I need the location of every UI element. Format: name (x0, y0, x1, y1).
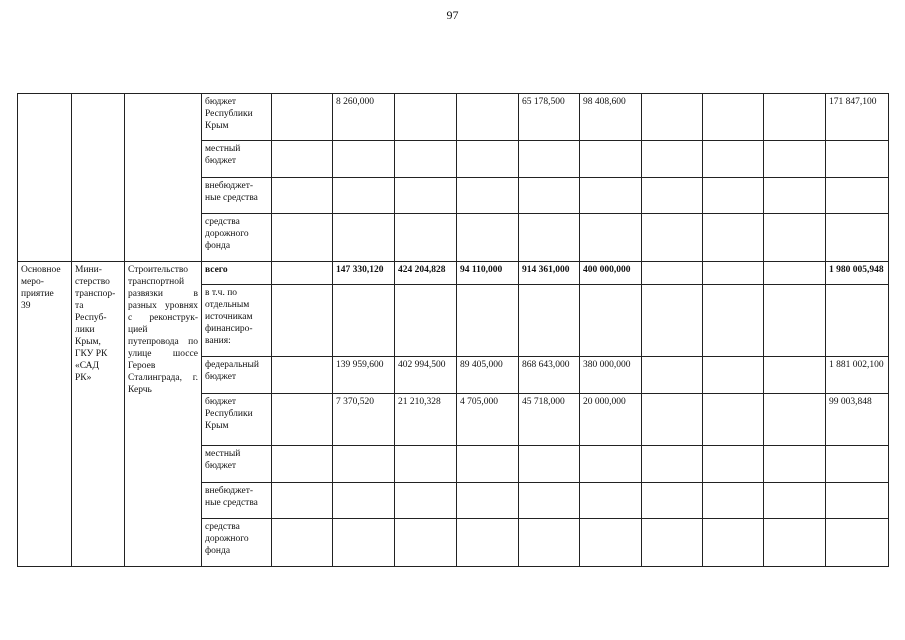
amount-cell (764, 357, 826, 394)
amount-cell (457, 519, 519, 567)
funding-source: средства дорожного фонда (202, 214, 272, 262)
amount-cell (333, 519, 395, 567)
amount-cell: 380 000,000 (580, 357, 642, 394)
amount-cell (703, 519, 764, 567)
amount-cell (826, 285, 889, 357)
amount-cell (333, 446, 395, 483)
amount-cell (395, 178, 457, 214)
amount-cell (642, 394, 703, 446)
amount-cell (395, 141, 457, 178)
amount-cell (457, 178, 519, 214)
funding-source: внебюджет- ные средства (202, 483, 272, 519)
amount-cell (703, 394, 764, 446)
amount-cell: 20 000,000 (580, 394, 642, 446)
amount-cell (519, 446, 580, 483)
amount-cell (395, 446, 457, 483)
amount-cell (395, 285, 457, 357)
amount-cell (642, 357, 703, 394)
funding-source: всего (202, 262, 272, 285)
amount-cell: 89 405,000 (457, 357, 519, 394)
amount-cell (642, 446, 703, 483)
amount-cell: 147 330,120 (333, 262, 395, 285)
amount-cell (580, 141, 642, 178)
amount-cell (642, 285, 703, 357)
amount-cell (395, 519, 457, 567)
amount-cell (457, 141, 519, 178)
table-row (18, 262, 889, 285)
amount-cell (580, 519, 642, 567)
amount-cell: 914 361,000 (519, 262, 580, 285)
amount-cell (457, 483, 519, 519)
amount-cell (519, 214, 580, 262)
amount-cell (457, 285, 519, 357)
amount-cell: 1 980 005,948 (826, 262, 889, 285)
amount-cell (519, 285, 580, 357)
amount-cell (580, 285, 642, 357)
amount-cell (519, 519, 580, 567)
amount-cell (826, 446, 889, 483)
amount-cell (703, 178, 764, 214)
amount-cell: 424 204,828 (395, 262, 457, 285)
amount-cell (764, 519, 826, 567)
amount-cell (333, 483, 395, 519)
amount-cell (580, 214, 642, 262)
amount-cell (826, 141, 889, 178)
amount-cell (764, 178, 826, 214)
amount-cell (764, 214, 826, 262)
amount-cell: 4 705,000 (457, 394, 519, 446)
amount-cell: 98 408,600 (580, 94, 642, 141)
amount-cell (272, 94, 333, 141)
amount-cell (764, 141, 826, 178)
amount-cell (642, 178, 703, 214)
amount-cell (519, 141, 580, 178)
amount-cell (333, 141, 395, 178)
amount-cell (703, 214, 764, 262)
amount-cell (272, 357, 333, 394)
amount-cell (826, 519, 889, 567)
amount-cell (457, 214, 519, 262)
amount-cell (703, 357, 764, 394)
amount-cell: 402 994,500 (395, 357, 457, 394)
amount-cell: 7 370,520 (333, 394, 395, 446)
event-executor: Мини- стерство транспор- та Респуб- лики Крым, ГКУ РК «САД РК» (72, 262, 125, 567)
amount-cell (272, 141, 333, 178)
amount-cell: 8 260,000 (333, 94, 395, 141)
amount-cell (272, 178, 333, 214)
amount-cell (457, 94, 519, 141)
amount-cell (272, 446, 333, 483)
event-description: Строительство транспортной развязки в разных уровнях с реконструк-цией путепровода по улице шоссе Героев Сталинграда, г. Керчь (125, 262, 202, 567)
amount-cell (580, 483, 642, 519)
amount-cell (703, 446, 764, 483)
amount-cell (642, 94, 703, 141)
amount-cell (826, 178, 889, 214)
event-cell-cont (18, 94, 72, 262)
amount-cell (395, 94, 457, 141)
amount-cell (703, 262, 764, 285)
executor-cell-cont (72, 94, 125, 262)
amount-cell (272, 519, 333, 567)
event-title: Основное меро- приятие 39 (18, 262, 72, 567)
amount-cell (703, 483, 764, 519)
amount-cell (764, 262, 826, 285)
amount-cell (580, 178, 642, 214)
amount-cell: 171 847,100 (826, 94, 889, 141)
amount-cell (395, 214, 457, 262)
amount-cell: 99 003,848 (826, 394, 889, 446)
amount-cell (764, 483, 826, 519)
amount-cell (333, 285, 395, 357)
amount-cell (272, 483, 333, 519)
amount-cell: 400 000,000 (580, 262, 642, 285)
amount-cell (642, 262, 703, 285)
amount-cell: 65 178,500 (519, 94, 580, 141)
amount-cell (642, 214, 703, 262)
amount-cell (764, 394, 826, 446)
amount-cell (703, 141, 764, 178)
amount-cell (642, 519, 703, 567)
amount-cell: 868 643,000 (519, 357, 580, 394)
amount-cell (764, 94, 826, 141)
amount-cell: 139 959,600 (333, 357, 395, 394)
amount-cell (703, 94, 764, 141)
amount-cell (764, 446, 826, 483)
amount-cell (703, 285, 764, 357)
amount-cell: 1 881 002,100 (826, 357, 889, 394)
amount-cell (272, 394, 333, 446)
funding-source: федеральный бюджет (202, 357, 272, 394)
amount-cell: 45 718,000 (519, 394, 580, 446)
amount-cell (764, 285, 826, 357)
amount-cell (519, 178, 580, 214)
amount-cell (272, 262, 333, 285)
amount-cell: 94 110,000 (457, 262, 519, 285)
funding-source: бюджет Республики Крым (202, 394, 272, 446)
budget-table-body (18, 94, 889, 567)
amount-cell (457, 446, 519, 483)
amount-cell (642, 483, 703, 519)
funding-source: местный бюджет (202, 141, 272, 178)
amount-cell (272, 214, 333, 262)
budget-table (17, 93, 889, 567)
funding-source: внебюджет- ные средства (202, 178, 272, 214)
funding-source: средства дорожного фонда (202, 519, 272, 567)
amount-cell (333, 214, 395, 262)
description-cell-cont (125, 94, 202, 262)
amount-cell (642, 141, 703, 178)
table-row (18, 94, 889, 141)
amount-cell (333, 178, 395, 214)
amount-cell (826, 214, 889, 262)
funding-source: в т.ч. по отдельным источникам финансиро- вания: (202, 285, 272, 357)
funding-source: бюджет Республики Крым (202, 94, 272, 141)
amount-cell (519, 483, 580, 519)
amount-cell (272, 285, 333, 357)
amount-cell: 21 210,328 (395, 394, 457, 446)
amount-cell (395, 483, 457, 519)
page-number: 97 (446, 8, 459, 22)
funding-source: местный бюджет (202, 446, 272, 483)
amount-cell (826, 483, 889, 519)
amount-cell (580, 446, 642, 483)
